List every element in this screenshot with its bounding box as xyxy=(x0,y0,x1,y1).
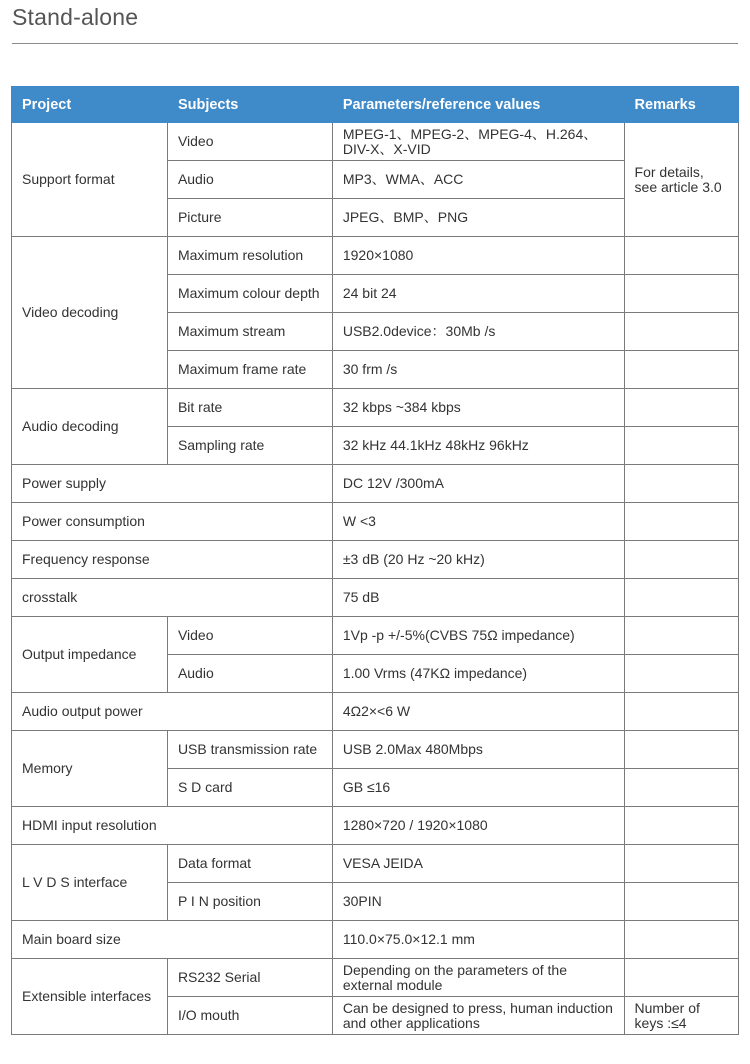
value-cell: 24 bit 24 xyxy=(332,275,624,313)
value-cell: JPEG、BMP、PNG xyxy=(332,199,624,237)
subject-cell: Bit rate xyxy=(167,389,332,427)
remark-cell: Number of keys :≤4 xyxy=(624,997,738,1035)
value-cell: 32 kHz 44.1kHz 48kHz 96kHz xyxy=(332,427,624,465)
table-row xyxy=(12,959,739,997)
value-cell: 30 frm /s xyxy=(332,351,624,389)
value-cell: 110.0×75.0×12.1 mm xyxy=(332,921,624,959)
remark-cell xyxy=(624,807,738,845)
remark-cell xyxy=(624,959,738,997)
header-parameters: Parameters/reference values xyxy=(332,87,624,123)
project-cell: L V D S interface xyxy=(12,845,168,921)
value-cell: ±3 dB (20 Hz ~20 kHz) xyxy=(332,541,624,579)
spec-table xyxy=(11,86,739,1035)
project-cell: Memory xyxy=(12,731,168,807)
subject-cell: Maximum stream xyxy=(167,313,332,351)
title-divider xyxy=(12,43,738,44)
value-cell: VESA JEIDA xyxy=(332,845,624,883)
project-cell: Main board size xyxy=(12,921,333,959)
project-cell: Power consumption xyxy=(12,503,333,541)
subject-cell: Data format xyxy=(167,845,332,883)
value-cell: 75 dB xyxy=(332,579,624,617)
remark-cell xyxy=(624,275,738,313)
value-cell: 1Vp -p +/-5%(CVBS 75Ω impedance) xyxy=(332,617,624,655)
value-cell: 30PIN xyxy=(332,883,624,921)
project-cell: Extensible interfaces xyxy=(12,959,168,1035)
table-header-row xyxy=(12,87,739,123)
subject-cell: I/O mouth xyxy=(167,997,332,1035)
project-cell: Frequency response xyxy=(12,541,333,579)
subject-cell: Video xyxy=(167,123,332,161)
remark-cell xyxy=(624,731,738,769)
project-cell: Audio output power xyxy=(12,693,333,731)
remark-cell xyxy=(624,845,738,883)
value-cell: USB2.0device：30Mb /s xyxy=(332,313,624,351)
remark-cell xyxy=(624,693,738,731)
project-cell: Video decoding xyxy=(12,237,168,389)
table-row xyxy=(12,389,739,427)
subject-cell: Audio xyxy=(167,161,332,199)
table-row xyxy=(12,123,739,161)
remark-cell xyxy=(624,237,738,275)
table-row xyxy=(12,503,739,541)
value-cell: MPEG-1、MPEG-2、MPEG-4、H.264、DIV-X、X-VID xyxy=(332,123,624,161)
subject-cell: Maximum frame rate xyxy=(167,351,332,389)
table-row xyxy=(12,579,739,617)
remark-cell xyxy=(624,579,738,617)
value-cell: 4Ω2×<6 W xyxy=(332,693,624,731)
subject-cell: P I N position xyxy=(167,883,332,921)
subject-cell: S D card xyxy=(167,769,332,807)
value-cell: GB ≤16 xyxy=(332,769,624,807)
project-cell: crosstalk xyxy=(12,579,333,617)
table-row xyxy=(12,237,739,275)
remark-cell xyxy=(624,389,738,427)
project-cell: Output impedance xyxy=(12,617,168,693)
table-row xyxy=(12,465,739,503)
subject-cell: Picture xyxy=(167,199,332,237)
value-cell: W <3 xyxy=(332,503,624,541)
remark-cell xyxy=(624,769,738,807)
header-project: Project xyxy=(12,87,168,123)
remark-cell xyxy=(624,503,738,541)
page-title: Stand-alone xyxy=(12,4,139,30)
value-cell: Depending on the parameters of the external module xyxy=(332,959,624,997)
remark-cell xyxy=(624,427,738,465)
remark-cell xyxy=(624,921,738,959)
remark-cell xyxy=(624,465,738,503)
table-row xyxy=(12,617,739,655)
subject-cell: Maximum resolution xyxy=(167,237,332,275)
table-row xyxy=(12,845,739,883)
table-row xyxy=(12,807,739,845)
project-cell: HDMI input resolution xyxy=(12,807,333,845)
value-cell: 1920×1080 xyxy=(332,237,624,275)
remark-cell xyxy=(624,883,738,921)
subject-cell: Maximum colour depth xyxy=(167,275,332,313)
value-cell: 1.00 Vrms (47KΩ impedance) xyxy=(332,655,624,693)
subject-cell: Video xyxy=(167,617,332,655)
remark-cell xyxy=(624,655,738,693)
value-cell: 32 kbps ~384 kbps xyxy=(332,389,624,427)
project-cell: Support format xyxy=(12,123,168,237)
value-cell: MP3、WMA、ACC xyxy=(332,161,624,199)
remark-cell: For details, see article 3.0 xyxy=(624,123,738,237)
project-cell: Audio decoding xyxy=(12,389,168,465)
project-cell: Power supply xyxy=(12,465,333,503)
remark-cell xyxy=(624,541,738,579)
subject-cell: Audio xyxy=(167,655,332,693)
header-remarks: Remarks xyxy=(624,87,738,123)
remark-cell xyxy=(624,351,738,389)
remark-cell xyxy=(624,617,738,655)
table-row xyxy=(12,921,739,959)
value-cell: DC 12V /300mA xyxy=(332,465,624,503)
subject-cell: RS232 Serial xyxy=(167,959,332,997)
header-subjects: Subjects xyxy=(167,87,332,123)
value-cell: USB 2.0Max 480Mbps xyxy=(332,731,624,769)
value-cell: 1280×720 / 1920×1080 xyxy=(332,807,624,845)
table-row xyxy=(12,731,739,769)
subject-cell: USB transmission rate xyxy=(167,731,332,769)
value-cell: Can be designed to press, human induction and other applications xyxy=(332,997,624,1035)
subject-cell: Sampling rate xyxy=(167,427,332,465)
remark-cell xyxy=(624,313,738,351)
table-row xyxy=(12,693,739,731)
table-row xyxy=(12,541,739,579)
